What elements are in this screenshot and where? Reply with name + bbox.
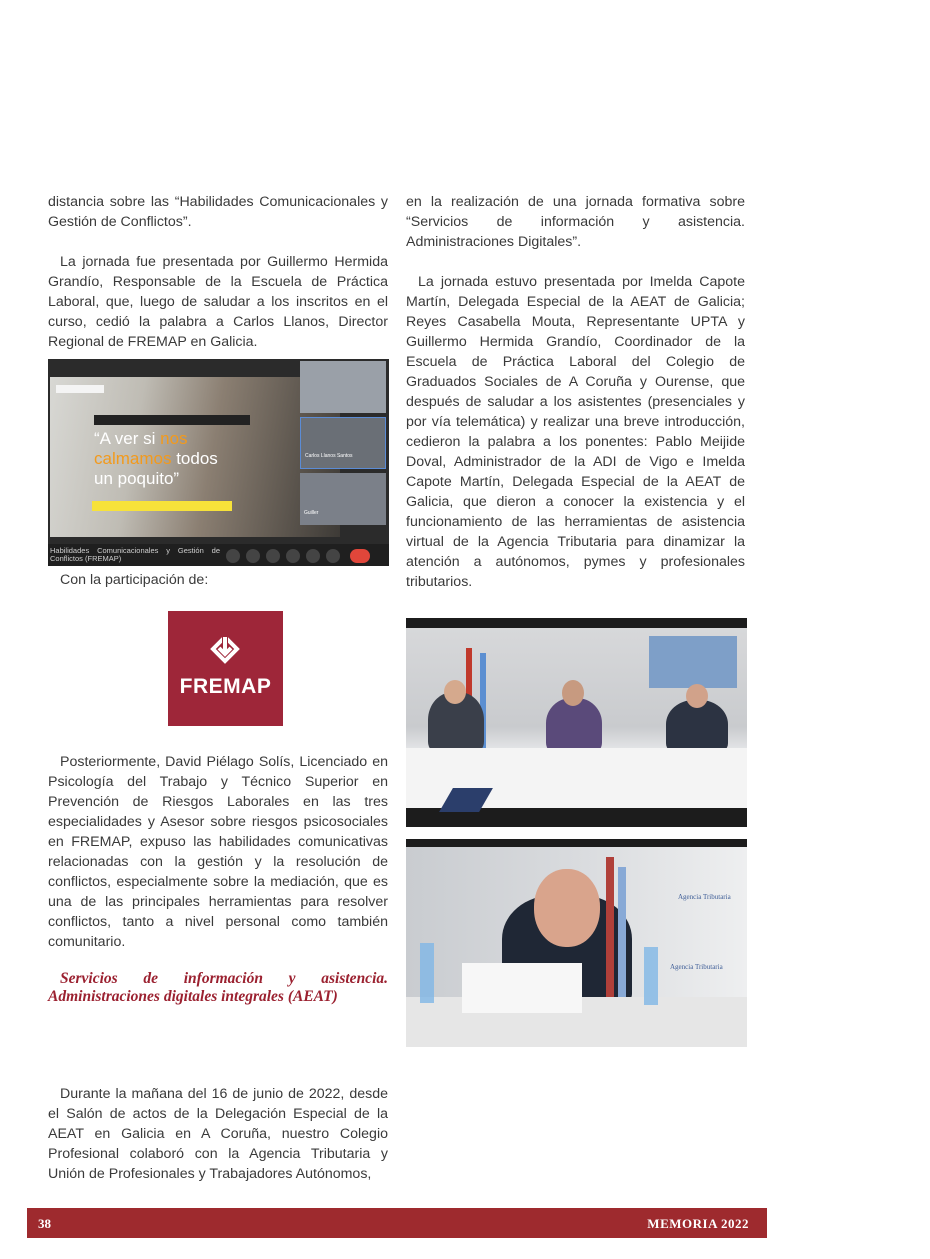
fremap-mark-icon	[208, 635, 242, 669]
present-icon[interactable]	[306, 549, 320, 563]
paragraph: Con la participación de:	[60, 572, 209, 588]
mic-icon[interactable]	[226, 549, 240, 563]
call-toolbar: Habilidades Comunicacionales y Gestión de Conflictos (FREMAP)	[48, 544, 389, 566]
right-column	[406, 192, 745, 592]
footer-title: MEMORIA 2022	[647, 1216, 749, 1231]
participant-tile	[300, 361, 386, 413]
event-photo-speaker: Agencia Tributaria Agencia Tributaria	[406, 839, 747, 1047]
captions-icon[interactable]	[266, 549, 280, 563]
hand-icon[interactable]	[286, 549, 300, 563]
left-column-lower	[48, 752, 388, 1006]
paragraph: La jornada estuvo presentada por Imelda Capote Martín, Delegada Especial de la AEAT de Galicia; Reyes Casabella Mouta, Representante UPTA y Guillermo Hermida Grandío, Coordinador de la Escuela de Práctica Laboral del Colegio de Graduados Sociales de A Coruña y Ourense, que después de saludar a los asistentes (presenciales y por vía telemática) y realizar una breve introducción, cedieron la palabra a los ponentes: Pablo Meijide Doval, Administrador de la ADI de Vigo e Imelda Capote Martín, Delegada Especial de la AEAT de Galicia, que dieron a conocer la existencia y el funcionamiento de las herramientas de asistencia virtual de la Agencia Tributaria para dinamizar la atención a autónomos, pymes y profesionales tributarios.	[406, 274, 745, 590]
camera-icon[interactable]	[246, 549, 260, 563]
shared-slide	[50, 377, 340, 537]
slide-quote: “A ver si nos calmamos todos un poquito”	[94, 429, 218, 488]
paragraph: La jornada fue presentada por Guillermo Hermida Grandío, Responsable de la Escuela de Práctica Laboral, que, luego de saludar a los inscritos en el curso, cedió la palabra a Carlos Llanos, Director Regional de FREMAP en Galicia.	[48, 254, 388, 350]
page-footer	[27, 1208, 767, 1238]
slide-logo	[56, 385, 104, 393]
more-icon[interactable]	[326, 549, 340, 563]
page-number: 38	[38, 1216, 51, 1231]
fremap-logo: FREMAP	[168, 611, 283, 726]
left-column	[48, 192, 388, 590]
paragraph: Durante la mañana del 16 de junio de 2022, desde el Salón de actos de la Delegación Especial de la AEAT en Galicia en A Coruña, nuestro Colegio Profesional colaboró con la Agencia Tributaria y Unión de Profesionales y Trabajadores Autónomos,	[48, 1086, 388, 1182]
hangup-icon[interactable]	[350, 549, 370, 563]
participant-tile: Guiller	[300, 473, 386, 525]
section-heading: Servicios de información y asistencia. Administraciones digitales integrales (AEAT)	[48, 970, 388, 1005]
paragraph: distancia sobre las “Habilidades Comunicacionales y Gestión de Conflictos”.	[48, 194, 388, 230]
participant-tile: Carlos Llanos Santos	[300, 417, 386, 469]
event-photo-panel	[406, 618, 747, 827]
video-call-screenshot	[48, 359, 389, 566]
projection-screen	[649, 636, 737, 688]
paragraph: en la realización de una jornada formativa sobre “Servicios de información y asistencia. Administraciones Digitales”.	[406, 194, 745, 250]
paragraph: Posteriormente, David Piélago Solís, Licenciado en Psicología del Trabajo y Técnico Superior en Prevención de Riesgos Laborales en las tres especialidades y Asesor sobre riesgos psicosociales en FREMAP, expuso las habilidades comunicativas relacionadas con la gestión y la resolución de conflictos, especialmente sobre la mediación, que es una de las principales herramientas para resolver conflictos, tanto a nivel personal como también comunitario.	[48, 754, 388, 950]
left-column-bottom	[48, 1084, 388, 1184]
